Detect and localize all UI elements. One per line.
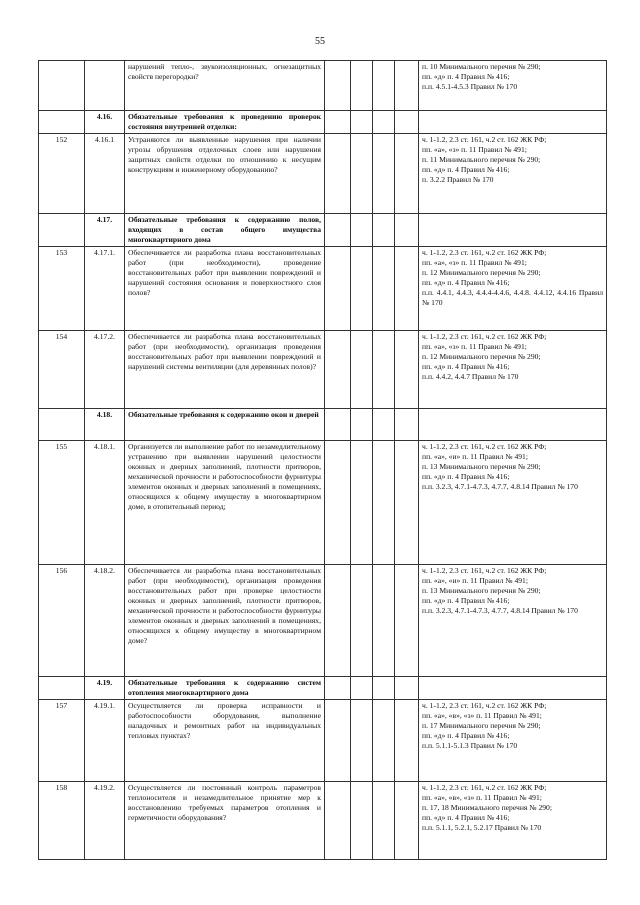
- note-cell: [395, 677, 419, 700]
- note-cell: [395, 700, 419, 782]
- answer-na-cell: [373, 441, 395, 565]
- legal-reference-line: пп. «а», «з» п. 11 Правил № 491;: [422, 145, 527, 154]
- note-cell: [395, 134, 419, 214]
- legal-reference-line: ч. 1-1.2, 2.3 ст. 161, ч.2 ст. 162 ЖК РФ;: [422, 701, 547, 710]
- requirement-question-cell: Обеспечивается ли разработка плана восстановительных работ (при необходимости), проведение восстановительных работ при выявлении повреждений и нарушений состояния основания и поверхностного слоя полов?: [125, 247, 325, 331]
- legal-reference-line: п. 10 Минимального перечня № 290;: [422, 62, 541, 71]
- answer-na-cell: [373, 677, 395, 700]
- row-number-cell: [39, 677, 85, 700]
- answer-na-cell: [373, 111, 395, 134]
- requirement-question-cell: Организуется ли выполнение работ по незамедлительному устранению при выявлении нарушений целостности оконных и дверных заполнений, плотности притворов, механической прочности и работоспособности фурнитуры элементов оконных и дверных заполнений в помещениях, относящихся к общему имуществу в многоквартирном доме, в отопительный период;: [125, 441, 325, 565]
- answer-no-cell: [351, 782, 373, 860]
- answer-yes-cell: [325, 214, 351, 247]
- legal-reference-cell: [419, 331, 607, 409]
- item-code-cell: 4.17.: [85, 214, 125, 247]
- legal-reference-line: п. 12 Минимального перечня № 290;: [422, 268, 541, 277]
- answer-na-cell: [373, 782, 395, 860]
- note-cell: [395, 111, 419, 134]
- answer-na-cell: [373, 409, 395, 441]
- answer-no-cell: [351, 565, 373, 677]
- legal-reference-line: пп. «д» п. 4 Правил № 416;: [422, 472, 510, 481]
- legal-reference-line: пп. «а», «в», «з» п. 11 Правил № 491;: [422, 711, 542, 720]
- table-row: [39, 441, 607, 565]
- section-row: [39, 409, 607, 441]
- legal-reference-line: п.п. 4.4.1, 4.4.3, 4.4.4-4.4.6, 4.4.8. 4.4.12, 4.4.16 Правил № 170: [422, 288, 603, 307]
- row-number-cell: 155: [39, 441, 85, 565]
- item-code-cell: 4.16.: [85, 111, 125, 134]
- item-code-cell: 4.16.1: [85, 134, 125, 214]
- table-row: [39, 134, 607, 214]
- answer-yes-cell: [325, 331, 351, 409]
- legal-reference-cell: [419, 214, 607, 247]
- note-cell: [395, 409, 419, 441]
- requirement-question-cell: Обеспечивается ли разработка плана восстановительных работ (при необходимости), организация проведения восстановительных работ при проверке целостности оконных и дверных заполнений, плотности притворов, механической прочности и работоспособности фурнитуры элементов оконных и дверных заполнений в помещениях, относящихся к общему имуществу в многоквартирном доме?: [125, 565, 325, 677]
- legal-reference-cell: [419, 409, 607, 441]
- answer-na-cell: [373, 214, 395, 247]
- requirement-question-cell: нарушений тепло-, звукоизоляционных, огнезащитных свойств перегородки?: [125, 61, 325, 111]
- answer-na-cell: [373, 134, 395, 214]
- answer-yes-cell: [325, 700, 351, 782]
- answer-na-cell: [373, 247, 395, 331]
- item-code-cell: 4.17.1.: [85, 247, 125, 331]
- legal-reference-line: пп. «д» п. 4 Правил № 416;: [422, 596, 510, 605]
- answer-na-cell: [373, 331, 395, 409]
- item-code-cell: 4.18.1.: [85, 441, 125, 565]
- answer-na-cell: [373, 61, 395, 111]
- row-number-cell: 154: [39, 331, 85, 409]
- requirement-question-cell: Обязательные требования к содержанию окон и дверей: [125, 409, 325, 441]
- item-code-cell: 4.19.2.: [85, 782, 125, 860]
- legal-reference-line: пп. «д» п. 4 Правил № 416;: [422, 362, 510, 371]
- page-number: 55: [315, 36, 325, 47]
- row-number-cell: [39, 409, 85, 441]
- answer-yes-cell: [325, 441, 351, 565]
- legal-reference-line: пп. «а», «и» п. 11 Правил № 491;: [422, 452, 528, 461]
- legal-reference-line: п. 3.2.2 Правил № 170: [422, 175, 494, 184]
- answer-no-cell: [351, 409, 373, 441]
- legal-reference-line: п. 12 Минимального перечня № 290;: [422, 352, 541, 361]
- legal-reference-line: п.п. 4.5.1-4.5.3 Правил № 170: [422, 82, 518, 91]
- answer-no-cell: [351, 134, 373, 214]
- table-row: [39, 331, 607, 409]
- answer-yes-cell: [325, 134, 351, 214]
- row-number-cell: [39, 61, 85, 111]
- answer-yes-cell: [325, 247, 351, 331]
- answer-na-cell: [373, 565, 395, 677]
- legal-reference-line: ч. 1-1.2, 2.3 ст. 161, ч.2 ст. 162 ЖК РФ;: [422, 332, 547, 341]
- row-number-cell: 157: [39, 700, 85, 782]
- answer-no-cell: [351, 677, 373, 700]
- requirement-question-cell: Устраняются ли выявленные нарушения при наличии угрозы обрушения отделочных слоев или нарушения защитных свойств отделки по отношению к несущим конструкциям и инженерному оборудованию?: [125, 134, 325, 214]
- table-row: [39, 700, 607, 782]
- section-row: [39, 214, 607, 247]
- requirement-question-cell: Обязательные требования к содержанию систем отопления многоквартирного дома: [125, 677, 325, 700]
- legal-reference-cell: [419, 677, 607, 700]
- note-cell: [395, 331, 419, 409]
- requirement-question-cell: Обязательные требования к проведению проверок состояния внутренней отделки:: [125, 111, 325, 134]
- answer-yes-cell: [325, 409, 351, 441]
- legal-reference-line: п.п. 5.1.1, 5.2.1, 5.2.17 Правил № 170: [422, 823, 542, 832]
- note-cell: [395, 61, 419, 111]
- legal-reference-line: пп. «а», «з» п. 11 Правил № 491;: [422, 342, 527, 351]
- row-number-cell: 158: [39, 782, 85, 860]
- row-number-cell: 156: [39, 565, 85, 677]
- legal-reference-line: ч. 1-1.2, 2.3 ст. 161, ч.2 ст. 162 ЖК РФ;: [422, 783, 547, 792]
- legal-reference-line: п. 11 Минимального перечня № 290;: [422, 155, 541, 164]
- row-number-cell: [39, 214, 85, 247]
- answer-no-cell: [351, 331, 373, 409]
- item-code-cell: 4.17.2.: [85, 331, 125, 409]
- legal-reference-cell: [419, 247, 607, 331]
- legal-reference-line: ч. 1-1.2, 2.3 ст. 161, ч.2 ст. 162 ЖК РФ;: [422, 442, 547, 451]
- note-cell: [395, 441, 419, 565]
- table-row: [39, 782, 607, 860]
- note-cell: [395, 214, 419, 247]
- requirement-question-cell: Осуществляется ли постоянный контроль параметров теплоносителя и незамедлительное принятие мер к восстановлению требуемых параметров отопления и герметичности оборудования?: [125, 782, 325, 860]
- section-row: [39, 677, 607, 700]
- answer-no-cell: [351, 214, 373, 247]
- answer-no-cell: [351, 247, 373, 331]
- legal-reference-cell: [419, 441, 607, 565]
- row-number-cell: 153: [39, 247, 85, 331]
- note-cell: [395, 565, 419, 677]
- legal-reference-line: ч. 1-1.2, 2.3 ст. 161, ч.2 ст. 162 ЖК РФ;: [422, 566, 547, 575]
- legal-reference-line: пп. «д» п. 4 Правил № 416;: [422, 165, 510, 174]
- legal-reference-line: п.п. 4.4.2, 4.4.7 Правил № 170: [422, 372, 519, 381]
- answer-yes-cell: [325, 677, 351, 700]
- legal-reference-line: пп. «д» п. 4 Правил № 416;: [422, 278, 510, 287]
- answer-yes-cell: [325, 565, 351, 677]
- legal-reference-line: п. 13 Минимального перечня № 290;: [422, 462, 541, 471]
- legal-reference-line: п.п. 3.2.3, 4.7.1-4.7.3, 4.7.7, 4.8.14 Правил № 170: [422, 606, 578, 615]
- answer-no-cell: [351, 61, 373, 111]
- answer-na-cell: [373, 700, 395, 782]
- answer-no-cell: [351, 441, 373, 565]
- legal-reference-cell: [419, 111, 607, 134]
- legal-reference-line: пп. «а», «в», «з» п. 11 Правил № 491;: [422, 793, 542, 802]
- legal-reference-line: п. 17 Минимального перечня № 290;: [422, 721, 541, 730]
- legal-reference-line: п.п. 3.2.3, 4.7.1-4.7.3, 4.7.7, 4.8.14 Правил № 170: [422, 482, 578, 491]
- checklist-table: [38, 60, 607, 860]
- table-row: [39, 247, 607, 331]
- note-cell: [395, 782, 419, 860]
- requirement-question-cell: Обязательные требования к содержанию полов, входящих в состав общего имущества многоквартирного дома: [125, 214, 325, 247]
- legal-reference-line: пп. «а», «з» п. 11 Правил № 491;: [422, 258, 527, 267]
- legal-reference-line: п. 17, 18 Минимального перечня № 290;: [422, 803, 552, 812]
- legal-reference-cell: [419, 565, 607, 677]
- answer-yes-cell: [325, 782, 351, 860]
- table-row: [39, 565, 607, 677]
- answer-no-cell: [351, 700, 373, 782]
- requirement-question-cell: Обеспечивается ли разработка плана восстановительных работ (при необходимости), организация проведения восстановительных работ при выявлении повреждений и нарушений системы вентиляции (для деревянных полов)?: [125, 331, 325, 409]
- requirement-question-cell: Осуществляется ли проверка исправности и работоспособности оборудования, выполнение наладочных и ремонтных работ на индивидуальных тепловых пунктах?: [125, 700, 325, 782]
- legal-reference-line: ч. 1-1.2, 2.3 ст. 161, ч.2 ст. 162 ЖК РФ;: [422, 248, 547, 257]
- item-code-cell: 4.19.1.: [85, 700, 125, 782]
- row-number-cell: 152: [39, 134, 85, 214]
- legal-reference-cell: [419, 782, 607, 860]
- legal-reference-line: ч. 1-1.2, 2.3 ст. 161, ч.2 ст. 162 ЖК РФ;: [422, 135, 547, 144]
- row-number-cell: [39, 111, 85, 134]
- answer-yes-cell: [325, 111, 351, 134]
- legal-reference-line: пп. «д» п. 4 Правил № 416;: [422, 813, 510, 822]
- answer-no-cell: [351, 111, 373, 134]
- item-code-cell: 4.18.: [85, 409, 125, 441]
- table-row: [39, 61, 607, 111]
- legal-reference-line: пп. «д» п. 4 Правил № 416;: [422, 72, 510, 81]
- item-code-cell: 4.18.2.: [85, 565, 125, 677]
- section-row: [39, 111, 607, 134]
- legal-reference-cell: [419, 700, 607, 782]
- legal-reference-line: п.п. 5.1.1-5.1.3 Правил № 170: [422, 741, 518, 750]
- legal-reference-line: пп. «д» п. 4 Правил № 416;: [422, 731, 510, 740]
- item-code-cell: 4.19.: [85, 677, 125, 700]
- answer-yes-cell: [325, 61, 351, 111]
- legal-reference-cell: [419, 61, 607, 111]
- legal-reference-cell: [419, 134, 607, 214]
- note-cell: [395, 247, 419, 331]
- legal-reference-line: пп. «а», «и» п. 11 Правил № 491;: [422, 576, 528, 585]
- legal-reference-line: п. 13 Минимального перечня № 290;: [422, 586, 541, 595]
- item-code-cell: [85, 61, 125, 111]
